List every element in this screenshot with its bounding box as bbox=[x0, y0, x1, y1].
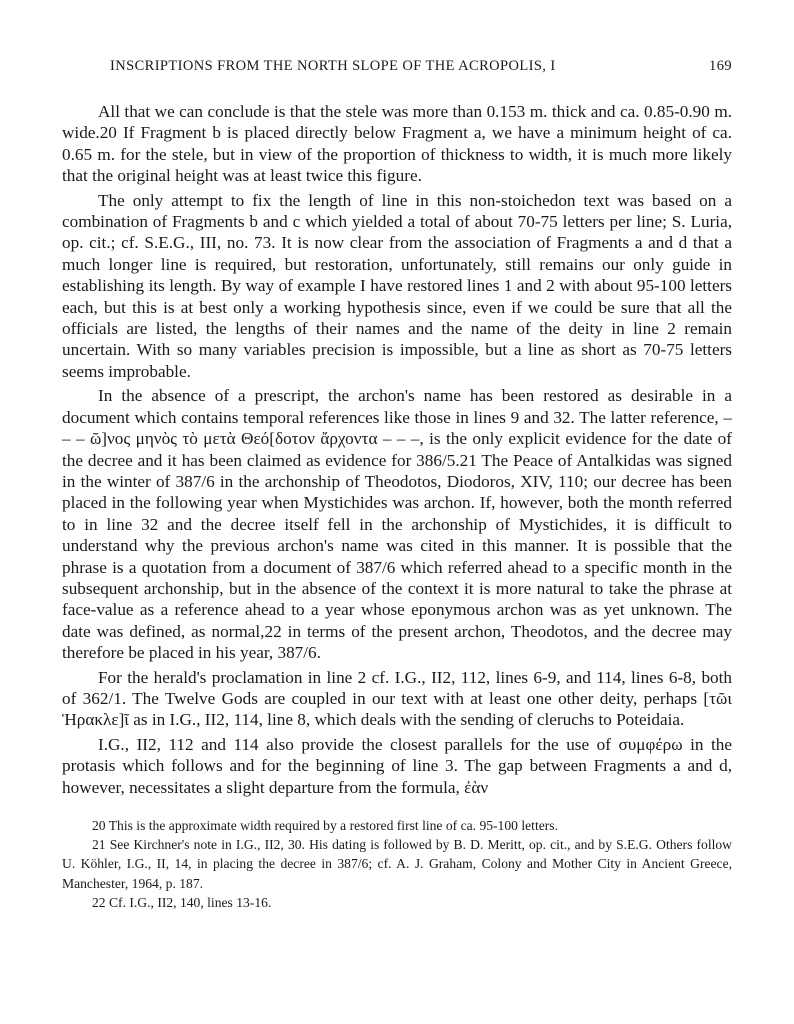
footnote-21: 21 See Kirchner's note in I.G., II2, 30. His dating is followed by B. D. Meritt, op. cit., and by S.E.G. Others follow U. Köhler, I.G., II, 14, in placing the decree in 387/6; cf. A. J. Graham, Colony and Mother City in Ancient Greece, Manchester, 1964, p. 187. bbox=[62, 837, 732, 891]
footnote-22: 22 Cf. I.G., II2, 140, lines 13-16. bbox=[92, 894, 272, 910]
page bbox=[62, 58, 732, 912]
page-number: 169 bbox=[709, 58, 732, 74]
body-text bbox=[62, 101, 732, 798]
paragraph-4: For the herald's proclamation in line 2 cf. I.G., II2, 112, lines 6-9, and 114, lines 6-8, both of 362/1. The Twelve Gods are coupled in our text with at least one other deity, perhaps [τῶι Ἡρακλε]ῖ as in I.G., II2, 114, line 8, which deals with the sending of cleruchs to Poteidaia. bbox=[62, 667, 732, 730]
paragraph-1: All that we can conclude is that the stele was more than 0.153 m. thick and ca. 0.85-0.90 m. wide.20 If Fragment b is placed directly below Fragment a, we have a minimum height of ca. 0.65 m. for the stele, but in view of the proportion of thickness to width, it is much more likely that the original height was at least twice this figure. bbox=[62, 102, 732, 186]
paragraph-5: I.G., II2, 112 and 114 also provide the closest parallels for the use of συμφέρω in the protasis which follows and for the beginning of line 3. The gap between Fragments a and d, however, necessitates a slight departure from the formula, ἐὰν bbox=[62, 734, 732, 797]
footnotes bbox=[62, 816, 732, 912]
running-head-title: INSCRIPTIONS FROM THE NORTH SLOPE OF THE ACROPOLIS, I bbox=[110, 58, 556, 74]
paragraph-3: In the absence of a prescript, the archon's name has been restored as desirable in a document which contains temporal references like those in lines 9 and 32. The latter reference, – – – ῶ]νος μηνὸς τὸ μετὰ Θεό[δοτον ἄρχοντα – – –, is the only explicit evidence for the date of the decree and it has been claimed as evidence for 386/5.21 The Peace of Antalkidas was signed in the winter of 387/6 in the archonship of Theodotos, Diodoros, XIV, 110; our decree has been placed in the following year when Mystichides was archon. If, however, both the month referred to in line 32 and the decree itself fell in the archonship of Mystichides, it is difficult to understand why the previous archon's name was cited in this manner. It is possible that the phrase is a quotation from a document of 387/6 which referred ahead to a specific month in the subsequent archonship, but in the absence of the context it is more natural to take the phrase at face-value as a reference ahead to a year whose eponymous archon was as yet unknown. The date was defined, as normal,22 in terms of the present archon, Theodotos, and the decree may therefore be placed in his year, 387/6. bbox=[62, 386, 732, 663]
paragraph-2: The only attempt to fix the length of line in this non-stoichedon text was based on a combination of Fragments b and c which yielded a total of about 70-75 letters per line; S. Luria, op. cit.; cf. S.E.G., III, no. 73. It is now clear from the association of Fragments a and d that a much longer line is required, but restoration, unfortunately, still remains our only guide in establishing its length. By way of example I have restored lines 1 and 2 with about 95-100 letters each, but this is at best only a working hypothesis since, even if we could be sure that all the officials are listed, the lengths of their names and the name of the deity in line 2 remain uncertain. With so many variables precision is impossible, but a line as short as 70-75 letters seems improbable. bbox=[62, 190, 732, 381]
footnote-20: 20 This is the approximate width required by a restored first line of ca. 95-100 letters. bbox=[92, 818, 558, 833]
running-head bbox=[62, 58, 732, 75]
